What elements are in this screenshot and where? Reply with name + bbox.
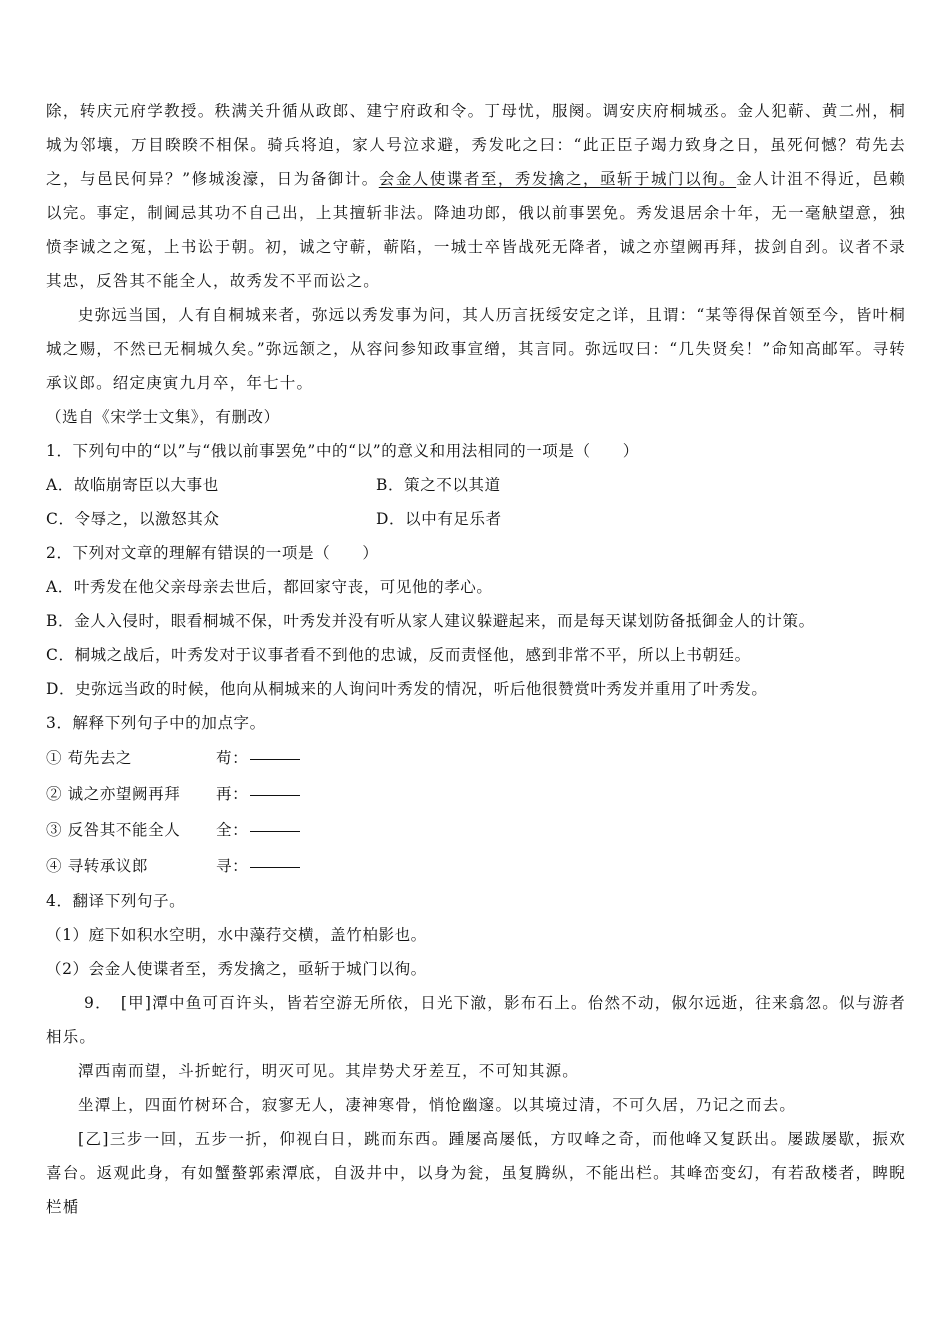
passage-9-paragraph-4: [乙]三步一回，五步一折，仰视白日，跳而东西。踵屡高屡低，方叹峰之奇，而他峰又复跃出。屡跋屡歇，振欢喜台。返观此身，有如蟹螯郭索潭底，自汲井中，以身为瓮，虽复腾纵，不能出栏。其峰峦变幻，有若敌楼者，睥睨栏楯 xyxy=(46,1130,906,1216)
question-2-option-a[interactable]: A．叶秀发在他父亲母亲去世后，都回家守丧，可见他的孝心。 xyxy=(46,578,493,596)
translate-sentence-2: （2）会金人使谍者至，秀发擒之，亟斩于城门以徇。 xyxy=(46,960,427,978)
answer-blank[interactable] xyxy=(250,830,300,832)
explain-item xyxy=(46,776,906,812)
answer-blank[interactable] xyxy=(250,758,300,760)
option-d[interactable]: D．以中有足乐者 xyxy=(376,510,502,528)
option-b[interactable]: B．策之不以其道 xyxy=(376,476,501,494)
question-1-options-row-2 xyxy=(46,502,906,536)
explain-item xyxy=(46,848,906,884)
explain-item xyxy=(46,740,906,776)
option-c[interactable]: C．令辱之，以激怒其众 xyxy=(46,510,220,528)
answer-blank[interactable] xyxy=(250,866,300,868)
question-1-options-row-1 xyxy=(46,468,906,502)
question-4-stem: 4．翻译下列句子。 xyxy=(46,892,186,910)
explain-word: 全： xyxy=(216,821,249,839)
passage-9-paragraph-1: 9． [甲]潭中鱼可百许头，皆若空游无所依，日光下澈，影布石上。佁然不动，俶尔远逝，往来翕忽。似与游者相乐。 xyxy=(46,994,906,1046)
passage-9-paragraph-3: 坐潭上，四面竹树环合，寂寥无人，凄神寒骨，悄怆幽邃。以其境过清，不可久居，乃记之而去。 xyxy=(78,1096,797,1114)
question-3-stem: 3．解释下列句子中的加点字。 xyxy=(46,714,266,732)
passage-source: （选自《宋学士文集》，有删改） xyxy=(46,408,280,426)
document-page xyxy=(46,94,906,1224)
answer-blank[interactable] xyxy=(250,794,300,796)
passage-paragraph-2: 史弥远当国，人有自桐城来者，弥远以秀发事为问，其人历言抚绥安定之详，且谓：“某等得保首领至今，皆叶桐城之赐，不然已无桐城久矣。”弥远颔之，从容问参知政事宣缯，其言同。弥远叹曰：“几失贤矣！”命知高邮军。寻转承议郎。绍定庚寅九月卒，年七十。 xyxy=(46,306,906,392)
explain-sentence: ② 诚之亦望阙再拜 xyxy=(46,785,181,803)
question-2-option-d[interactable]: D．史弥远当政的时候，他向从桐城来的人询问叶秀发的情况，听后他很赞赏叶秀发并重用了叶秀发。 xyxy=(46,680,768,698)
passage-paragraph-1: 除，转庆元府学教授。秩满关升循从政郎、建宁府政和令。丁母忧，服阕。调安庆府桐城丞。金人犯蕲、黄二州，桐城为邻壤，万目睽睽不相保。骑兵将迫，家人号泣求避，秀发叱之曰：“此正臣子竭力致身之日，虽死何憾？苟先去之，与邑民何异？”修城浚濠，日为备御计。会金人使谍者至，秀发擒之，亟斩于城门以徇。金人计沮不得近，邑赖以完。事定，制阃忌其功不自己出，上其擅斩非法。降迪功郎，俄以前事罢免。秀发退居余十年，无一毫觖望意，独愤李诚之之冤，上书讼于朝。初，诚之守蕲，蕲陷，一城士卒皆战死无降者，诚之亦望阙再拜，拔剑自刭。议者不录其忠，反咎其不能全人，故秀发不平而讼之。 xyxy=(46,102,906,290)
question-2-option-b[interactable]: B．金人入侵时，眼看桐城不保，叶秀发并没有听从家人建议躲避起来，而是每天谋划防备抵御金人的计策。 xyxy=(46,612,815,630)
explain-sentence: ④ 寻转承议郎 xyxy=(46,857,149,875)
explain-word: 再： xyxy=(216,785,249,803)
question-2-option-c[interactable]: C．桐城之战后，叶秀发对于议事者看不到他的忠诚，反而责怪他，感到非常不平，所以上书朝廷。 xyxy=(46,646,751,664)
question-2-stem: 2．下列对文章的理解有错误的一项是（ ） xyxy=(46,544,379,562)
passage-9-paragraph-2: 潭西南而望，斗折蛇行，明灭可见。其岸势犬牙差互，不可知其源。 xyxy=(78,1062,580,1080)
underlined-sentence: 会金人使谍者至，秀发擒之，亟斩于城门以徇。 xyxy=(378,170,737,188)
question-1-stem: 1．下列句中的“以”与“俄以前事罢免”中的“以”的意义和用法相同的一项是（ ） xyxy=(46,442,639,460)
explain-word: 苟： xyxy=(216,749,249,767)
explain-item xyxy=(46,812,906,848)
explain-sentence: ③ 反咎其不能全人 xyxy=(46,821,181,839)
explain-sentence: ① 苟先去之 xyxy=(46,749,133,767)
explain-word: 寻： xyxy=(216,857,249,875)
translate-sentence-1: （1）庭下如积水空明，水中藻荇交横，盖竹柏影也。 xyxy=(46,926,427,944)
option-a[interactable]: A．故临崩寄臣以大事也 xyxy=(46,476,219,494)
